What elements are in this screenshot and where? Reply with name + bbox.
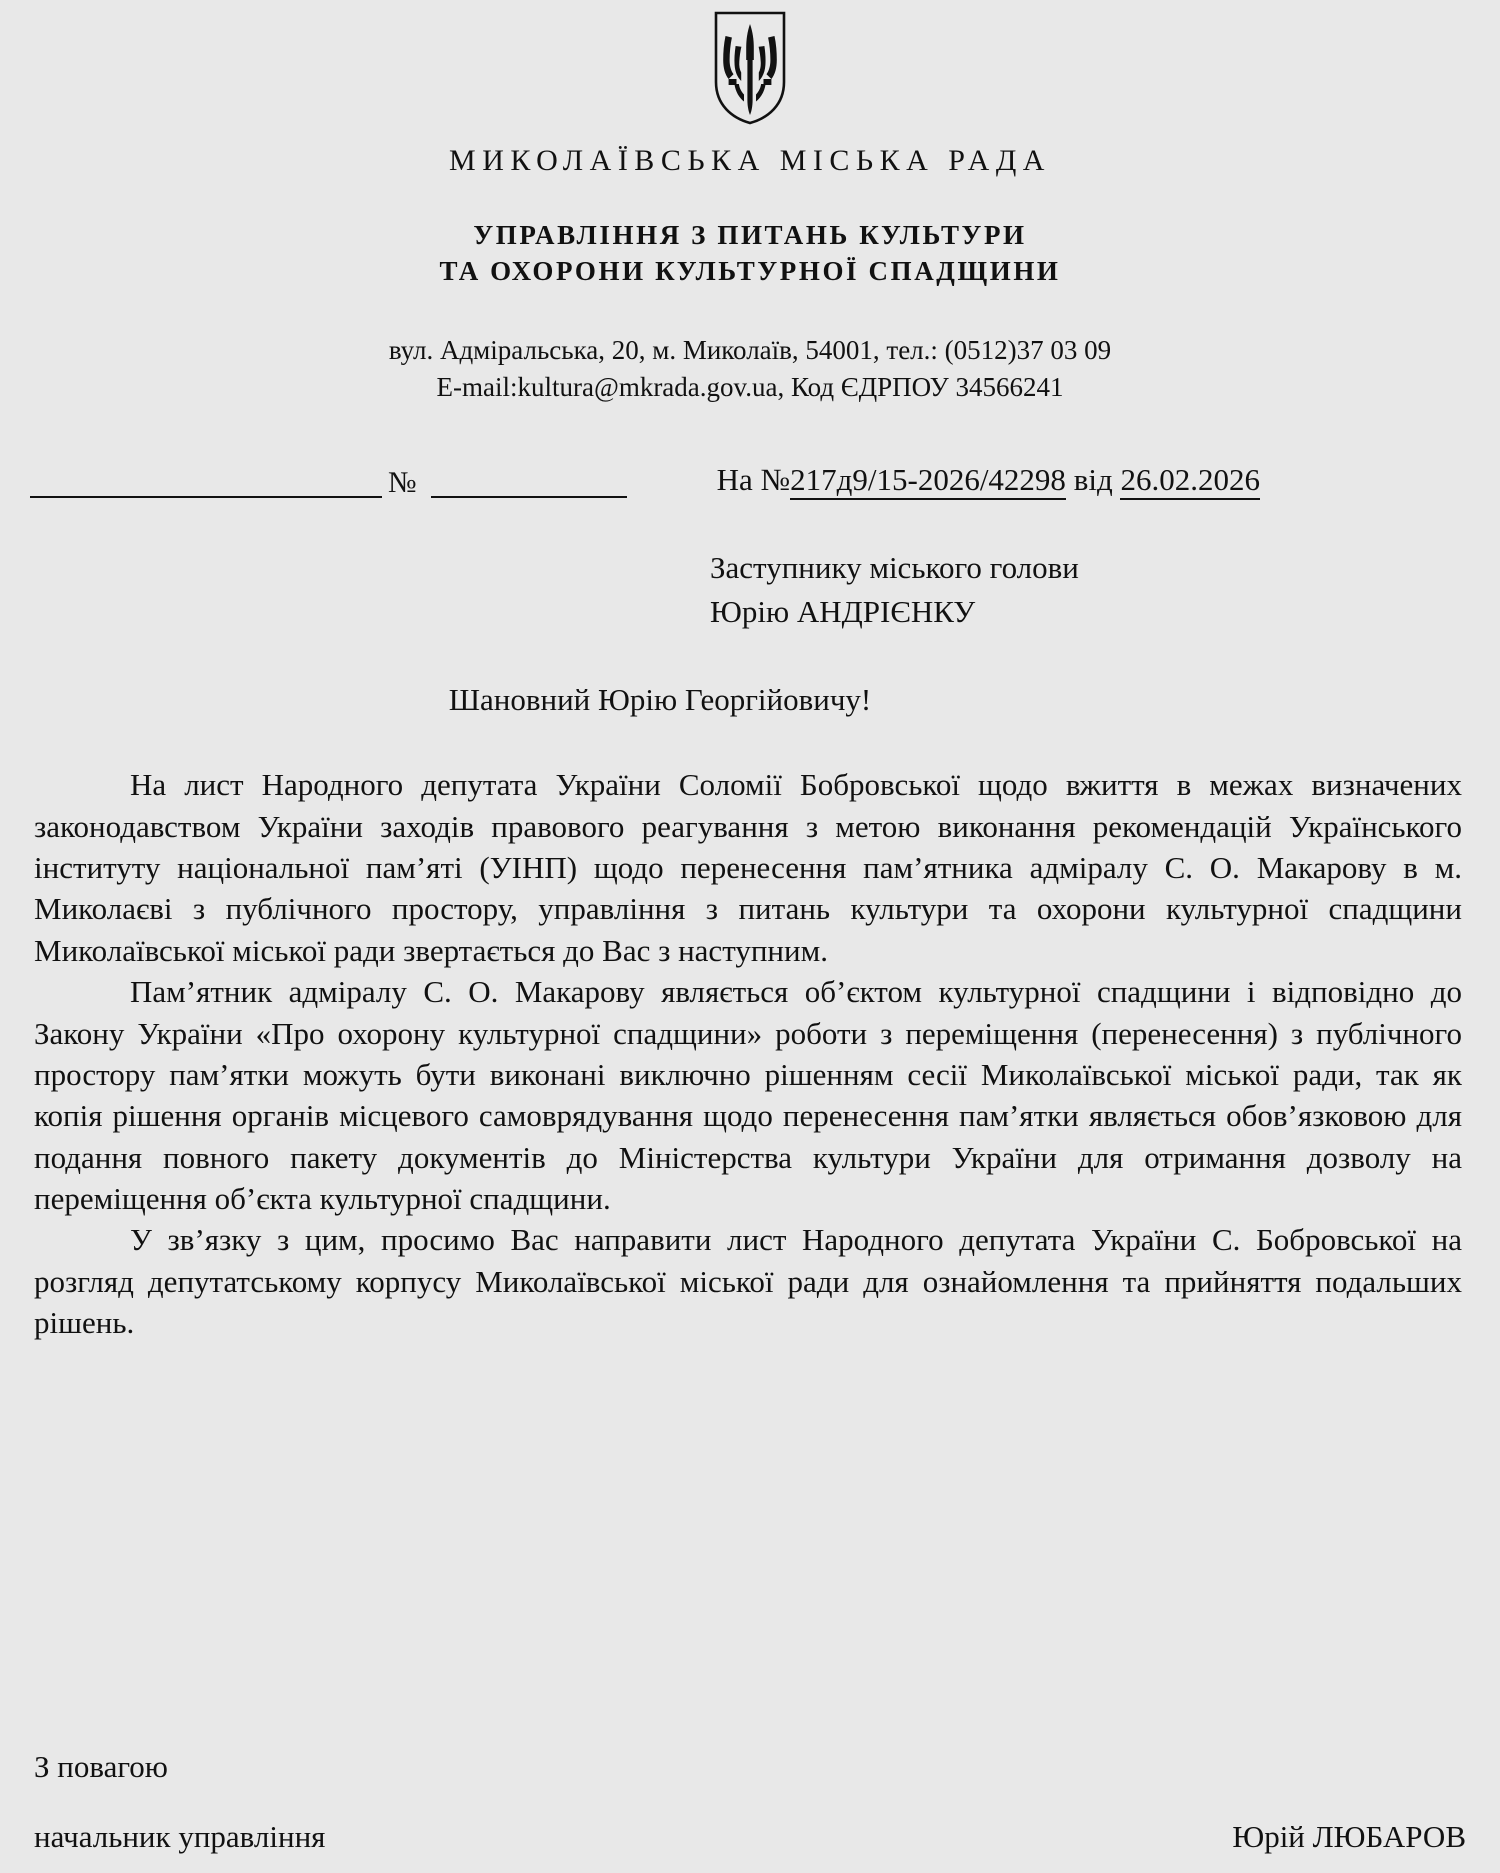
number-symbol: № — [388, 466, 417, 500]
outgoing-date-blank[interactable] — [30, 466, 382, 498]
contact-block — [30, 332, 1470, 407]
organization-title: МИКОЛАЇВСЬКА МІСЬКА РАДА — [449, 144, 1051, 177]
addressee-name: Юрію АНДРІЄНКУ — [710, 594, 976, 630]
incoming-reference — [717, 462, 1260, 498]
department-title-line-2: ТА ОХОРОНИ КУЛЬТУРНОЇ СПАДЩИНИ — [439, 255, 1061, 286]
body-paragraph-2: Пам’ятник адміралу С. О. Макарову являється об’єктом культурної спадщини і відповідно до Закону України «Про охорону культурної спадщини» роботи з переміщення (перенесення) з публічного простору пам’ятки можуть бути виконані виключно рішенням сесії Миколаївської міської ради, так як копія рішення органів місцевого самоврядування щодо перенесення пам’ятки являється обов’язковою для подання повного пакету документів до Міністерства культури України для отримання дозволу на переміщення об’єкта культурної спадщини. — [34, 974, 1462, 1217]
incoming-date-prefix: від — [1073, 462, 1113, 498]
addressee-position: Заступнику міського голови — [710, 550, 1079, 586]
ukraine-coat-of-arms-icon — [713, 10, 787, 126]
emblem-container — [30, 0, 1470, 126]
letter-body — [30, 764, 1470, 1343]
reference-row — [30, 462, 1470, 498]
signatory-position: начальник управління — [34, 1819, 326, 1854]
incoming-reference-prefix: На № — [716, 462, 791, 498]
signatory-name: Юрій ЛЮБАРОВ — [1232, 1819, 1466, 1854]
department-title — [30, 218, 1470, 290]
body-paragraph-3: У зв’язку з цим, просимо Вас направити лист Народного депутата України С. Бобровської на розгляд депутатському корпусу Миколаївської міської ради для ознайомлення та прийняття подальших рішень. — [34, 1222, 1462, 1341]
department-title-line-1: УПРАВЛІННЯ З ПИТАНЬ КУЛЬТУРИ — [473, 220, 1027, 250]
incoming-date-value: 26.02.2026 — [1120, 462, 1260, 500]
postal-address: вул. Адміральська, 20, м. Миколаїв, 54001, тел.: (0512)37 03 09 — [388, 334, 1112, 365]
signature-row — [34, 1819, 1466, 1855]
body-paragraph-1: На лист Народного депутата України Соломії Бобровської щодо вжиття в межах визначених законодавством України заходів правового реагування з метою виконання рекомендацій Українського інституту національної пам’яті (УІНП) щодо перенесення пам’ятника адміралу С. О. Макарову в м. Миколаєві з публічного простору, управління з питань культури та охорони культурної спадщини Миколаївської міської ради звертається до Вас з наступним. — [34, 767, 1462, 968]
signature-regards: З повагою — [34, 1749, 168, 1784]
salutation: Шановний Юрію Георгійовичу! — [448, 682, 872, 718]
signature-block — [34, 1749, 1466, 1855]
email-and-edrpou: E-mail:kultura@mkrada.gov.ua, Код ЄДРПОУ 34566241 — [436, 372, 1064, 403]
incoming-reference-number: 217д9/15-2026/42298 — [790, 462, 1066, 500]
addressee-block — [710, 546, 1470, 634]
outgoing-reference — [30, 466, 627, 498]
outgoing-number-blank[interactable] — [431, 466, 627, 498]
